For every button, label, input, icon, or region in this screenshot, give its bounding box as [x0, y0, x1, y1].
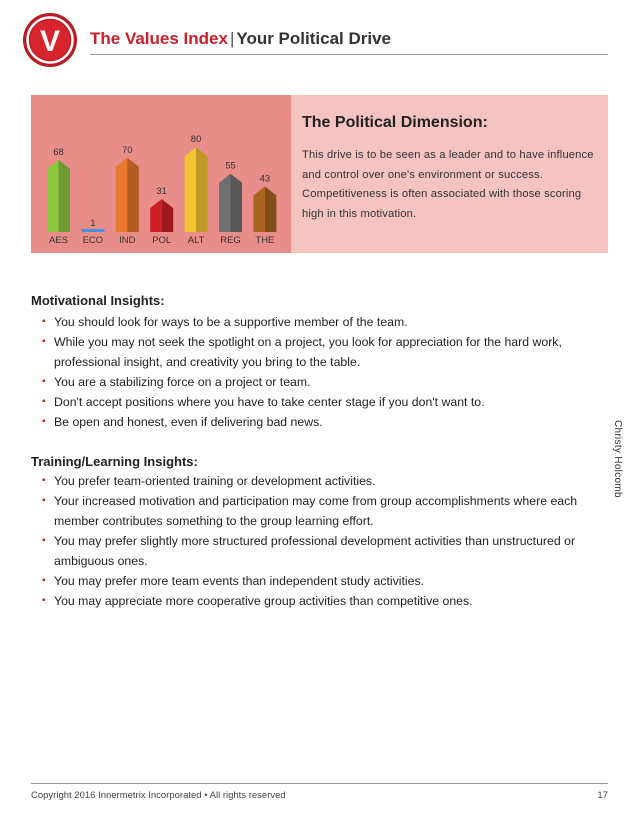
- bar-face: [81, 229, 104, 232]
- title-separator: |: [229, 29, 235, 48]
- title-page: Your Political Drive: [236, 29, 391, 48]
- list-item-text: You may prefer slightly more structured professional development activities than unstructured or ambiguous ones.: [54, 534, 576, 568]
- bullet-icon: ▪: [42, 376, 46, 387]
- motivational-insights-list: [31, 312, 599, 432]
- list-item: [31, 491, 599, 531]
- list-item: [31, 332, 599, 372]
- bullet-icon: ▪: [42, 475, 46, 486]
- respondent-name: Christy Holcomb: [612, 420, 623, 498]
- list-item: [31, 372, 599, 392]
- bullet-icon: ▪: [42, 575, 46, 586]
- bar-reg: [219, 174, 242, 232]
- bullet-icon: ▪: [42, 316, 46, 327]
- bar-face-left: [150, 199, 162, 232]
- bar-face-left: [47, 160, 59, 232]
- category-label: THE: [255, 235, 275, 246]
- bar-face-right: [59, 160, 71, 232]
- list-item: [31, 531, 599, 571]
- category-label: ECO: [82, 235, 104, 246]
- bar-face-right: [162, 199, 174, 232]
- bar-value-label: 1: [90, 217, 96, 229]
- list-item: [31, 312, 599, 332]
- dimension-description: This drive is to be seen as a leader and to have influence and control over one's environment or success. Competitiveness is often associated with those scoring high in this motivation.: [302, 149, 594, 220]
- list-item-text: While you may not seek the spotlight on a project, you look for appreciation for the hard work, professional insight, and creativity you bring to the table.: [54, 335, 562, 369]
- bar-value-label: 80: [190, 134, 202, 146]
- bar-value-label: 31: [156, 186, 167, 198]
- bar-aes: [47, 160, 70, 232]
- training-insights-title: Training/Learning Insights:: [31, 454, 198, 469]
- training-insights-list: [31, 471, 599, 611]
- list-item: [31, 591, 599, 611]
- bar-value-label: 68: [53, 146, 64, 158]
- logo-letter: V: [39, 25, 61, 58]
- category-label: AES: [48, 235, 69, 246]
- bar-ind: [116, 158, 139, 232]
- list-item-text: Your increased motivation and participation may come from group accomplishments where each member contributes something to the group learning effort.: [54, 494, 578, 528]
- bar-value-label: 70: [122, 144, 133, 156]
- bullet-icon: ▪: [42, 396, 46, 407]
- motivational-insights-title: Motivational Insights:: [31, 293, 165, 308]
- bullet-icon: ▪: [42, 535, 46, 546]
- bar-face-left: [219, 174, 231, 232]
- category-label: IND: [119, 235, 136, 246]
- bar-face-right: [231, 174, 243, 232]
- bar-value-label: 43: [259, 173, 271, 185]
- list-item: [31, 412, 599, 432]
- list-item-text: You should look for ways to be a supportive member of the team.: [54, 315, 408, 329]
- footer-copyright: Copyright 2016 Innermetrix Incorporated • All rights reserved: [31, 790, 286, 801]
- bullet-icon: ▪: [42, 336, 46, 347]
- bar-face-left: [185, 147, 197, 232]
- list-item-text: Be open and honest, even if delivering bad news.: [54, 415, 323, 429]
- category-label: ALT: [187, 235, 205, 246]
- list-item-text: You prefer team-oriented training or development activities.: [54, 474, 376, 488]
- list-item-text: Don't accept positions where you have to take center stage if you don't want to.: [54, 395, 485, 409]
- list-item: [31, 571, 599, 591]
- bullet-icon: ▪: [42, 495, 46, 506]
- list-item: [31, 471, 599, 491]
- bar-pol: [150, 199, 173, 232]
- bar-face-right: [127, 158, 139, 232]
- bar-face-right: [265, 186, 277, 232]
- bar-value-label: 55: [225, 160, 236, 172]
- list-item: [31, 392, 599, 412]
- list-item-text: You are a stabilizing force on a project or team.: [54, 375, 311, 389]
- dimension-title: The Political Dimension:: [302, 114, 488, 131]
- bar-eco: [81, 229, 104, 232]
- page-number: 17: [597, 790, 608, 801]
- bar-the: [253, 186, 276, 232]
- category-label: REG: [220, 235, 241, 246]
- list-item-text: You may prefer more team events than independent study activities.: [54, 574, 425, 588]
- list-item-text: You may appreciate more cooperative group activities than competitive ones.: [54, 594, 473, 608]
- bar-face-left: [253, 186, 265, 232]
- category-label: POL: [152, 235, 172, 246]
- bar-face-left: [116, 158, 128, 232]
- bullet-icon: ▪: [42, 595, 46, 606]
- footer-divider: [31, 783, 608, 784]
- title-brand: The Values Index: [90, 29, 228, 48]
- bar-alt: [185, 147, 208, 232]
- bullet-icon: ▪: [42, 416, 46, 427]
- bar-face-right: [196, 147, 208, 232]
